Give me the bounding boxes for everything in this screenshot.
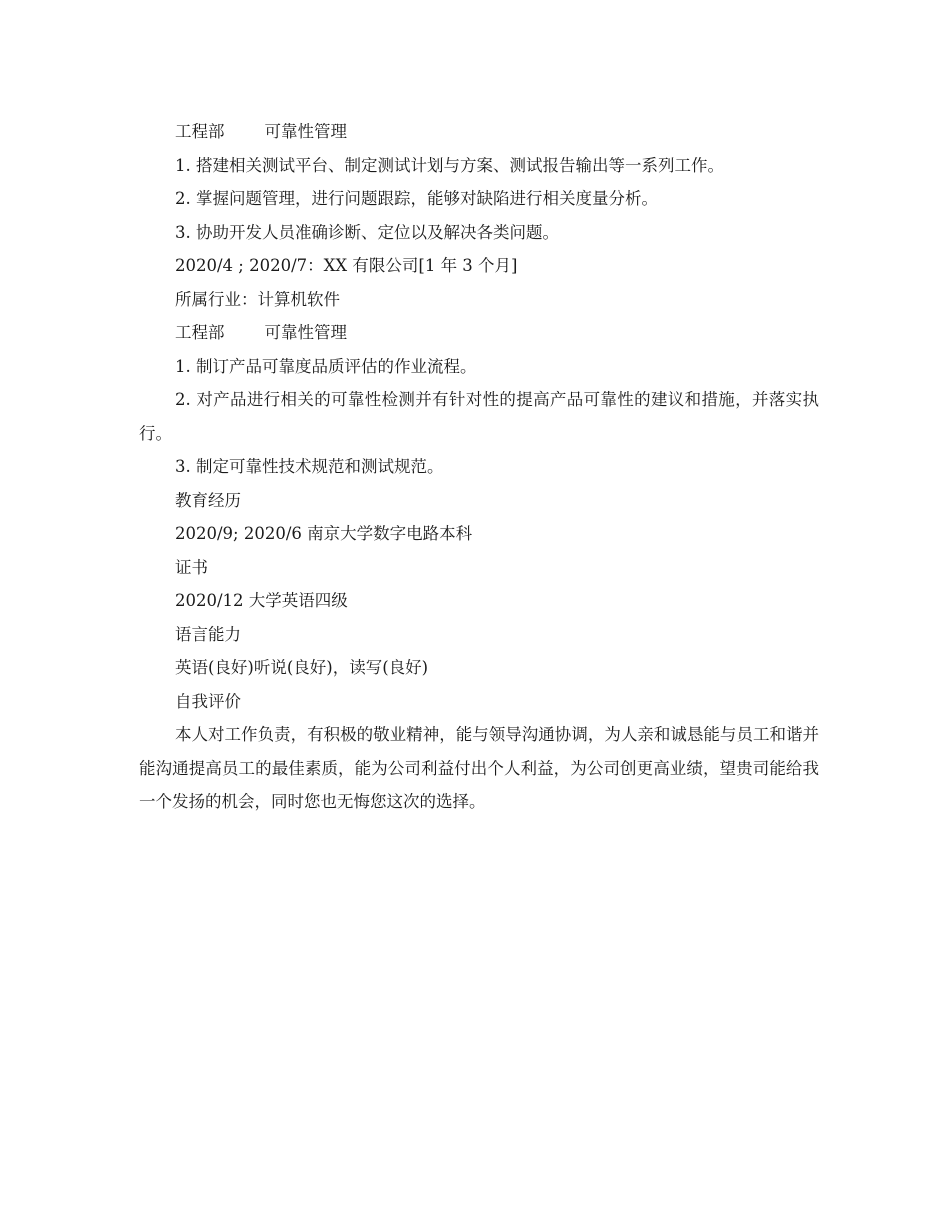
dept-role-line xyxy=(139,316,819,350)
education-entry: 2020/9; 2020/6 南京大学数字电路本科 xyxy=(175,524,473,543)
duty-item: 2. 掌握问题管理，进行问题跟踪，能够对缺陷进行相关度量分析。 xyxy=(175,189,658,208)
duty-item: 1. 搭建相关测试平台、制定测试计划与方案、测试报告输出等一系列工作。 xyxy=(175,155,724,175)
section-heading-certificates: 证书 xyxy=(175,557,208,577)
department: 工程部 xyxy=(175,323,225,342)
duty-item: 3. 制定可靠性技术规范和测试规范。 xyxy=(175,457,444,476)
duty-item: 1. 制订产品可靠度品质评估的作业流程。 xyxy=(175,356,477,376)
self-evaluation-text: 本人对工作负责，有积极的敬业精神，能与领导沟通协调，为人亲和诚恳能与员工和谐并能沟通提高员工的最佳素质，能为公司利益付出个人利益，为公司创更高业绩，望贵司能给我一个发扬的机会，同时您也无悔您这次的选择。 xyxy=(139,725,819,811)
duty-item: 3. 协助开发人员准确诊断、定位以及解决各类问题。 xyxy=(175,222,559,242)
section-heading-self-evaluation: 自我评价 xyxy=(175,691,241,711)
resume-content xyxy=(139,115,819,819)
section-heading-language: 语言能力 xyxy=(175,624,241,644)
work-period: 2020/4 ; 2020/7：XX 有限公司[1 年 3 个月] xyxy=(175,256,518,275)
section-heading-education: 教育经历 xyxy=(175,490,241,510)
dept-role-line xyxy=(139,115,819,149)
industry: 所属行业：计算机软件 xyxy=(175,289,340,309)
role: 可靠性管理 xyxy=(264,122,347,141)
department: 工程部 xyxy=(175,122,225,141)
certificate-entry: 2020/12 大学英语四级 xyxy=(175,591,348,610)
language-entry: 英语(良好)听说(良好)，读写(良好) xyxy=(175,658,429,677)
role: 可靠性管理 xyxy=(264,323,347,342)
duty-item: 2. 对产品进行相关的可靠性检测并有针对性的提高产品可靠性的建议和措施，并落实执行。 xyxy=(139,390,819,443)
